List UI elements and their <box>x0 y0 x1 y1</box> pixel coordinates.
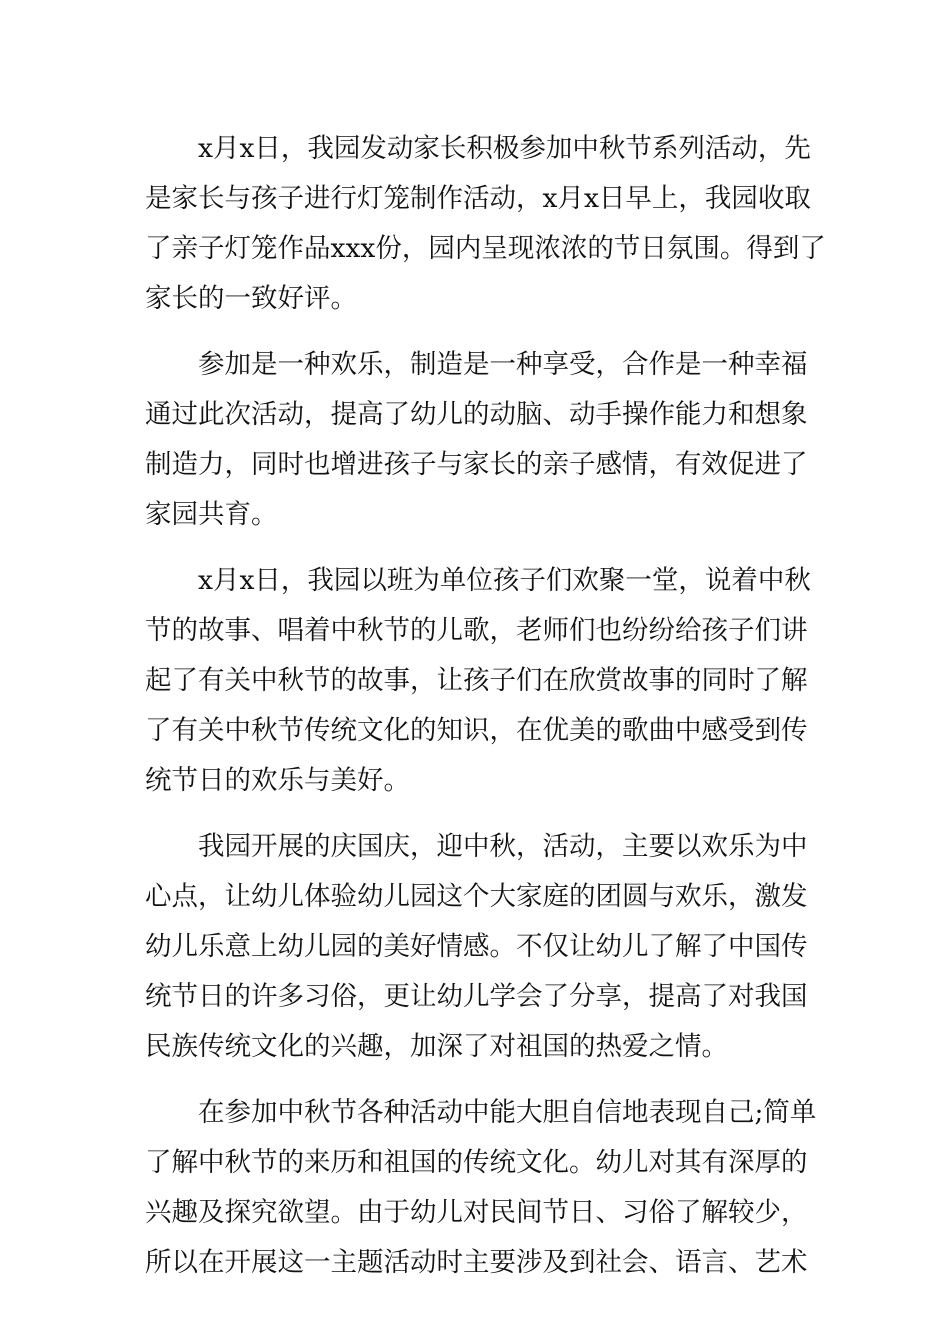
text-line: 幼儿乐意上幼儿园的美好情感。不仅让幼儿了解了中国传 <box>145 931 808 962</box>
text-line: 家园共育。 <box>145 499 278 530</box>
document-body <box>145 124 826 1304</box>
paragraph <box>145 340 807 540</box>
text-line: 心点，让幼儿体验幼儿园这个大家庭的团圆与欢乐，激发 <box>145 881 808 912</box>
text-line: 了解中秋节的来历和祖国的传统文化。幼儿对其有深厚的 <box>145 1147 808 1178</box>
text-line: 通过此次活动，提高了幼儿的动脑、动手操作能力和想象 <box>145 399 808 430</box>
text-line: 统节日的欢乐与美好。 <box>145 765 410 796</box>
text-line: 了亲子灯笼作品xxx份，园内呈现浓浓的节日氛围。得到了 <box>145 233 826 264</box>
text-line: 了有关中秋节传统文化的知识，在优美的歌曲中感受到传 <box>145 715 808 746</box>
text-line: 民族传统文化的兴趣，加深了对祖国的热爱之情。 <box>145 1031 728 1062</box>
text-line: 参加是一种欢乐，制造是一种享受，合作是一种幸福 <box>198 349 808 380</box>
paragraph <box>145 124 826 324</box>
text-line: x月x日，我园发动家长积极参加中秋节系列活动，先 <box>198 133 811 164</box>
text-line: 统节日的许多习俗，更让幼儿学会了分享，提高了对我国 <box>145 981 808 1012</box>
paragraph <box>145 822 807 1072</box>
text-line: 兴趣及探究欲望。由于幼儿对民间节日、习俗了解较少， <box>145 1197 808 1228</box>
text-line: 是家长与孩子进行灯笼制作活动，x月x日早上，我园收取 <box>145 183 811 214</box>
text-line: 在参加中秋节各种活动中能大胆自信地表现自己;简单 <box>198 1097 817 1128</box>
paragraph <box>145 556 811 806</box>
text-line: 节的故事、唱着中秋节的儿歌，老师们也纷纷给孩子们讲 <box>145 615 808 646</box>
text-line: x月x日，我园以班为单位孩子们欢聚一堂，说着中秋 <box>198 565 811 596</box>
text-line: 所以在开展这一主题活动时主要涉及到社会、语言、艺术 <box>145 1247 808 1278</box>
text-line: 我园开展的庆国庆，迎中秋，活动，主要以欢乐为中 <box>198 831 808 862</box>
text-line: 起了有关中秋节的故事，让孩子们在欣赏故事的同时了解 <box>145 665 808 696</box>
paragraph <box>145 1088 817 1288</box>
text-line: 制造力，同时也增进孩子与家长的亲子感情，有效促进了 <box>145 449 808 480</box>
text-line: 家长的一致好评。 <box>145 283 357 314</box>
